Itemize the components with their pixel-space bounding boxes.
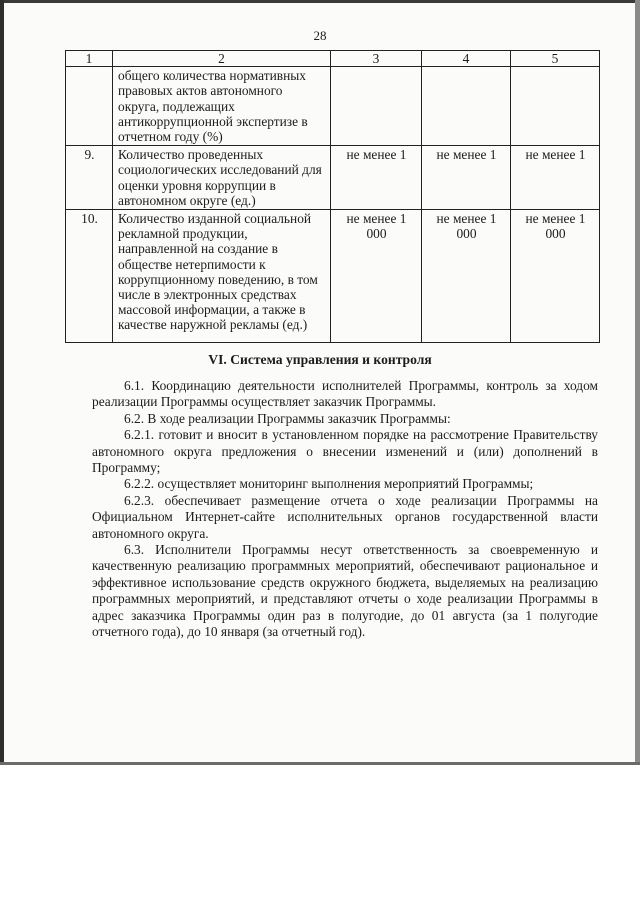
row-number: 9. [66, 146, 113, 210]
paragraph-6-3: 6.3. Исполнители Программы несут ответственность за своевременную и качественную реализацию программных мероприятий, обеспечивают рациональное и эффективное использование средств окружного бюджета, выделяемых на реализацию программных мероприятий, и представляют отчеты о ходе реализации Программы в адрес заказчика Программы один раз в полугодие, до 01 августа (за 1 полугодие отчетного года), до 10 января (за отчетный год). [92, 542, 598, 640]
paragraph-6-2: 6.2. В ходе реализации Программы заказчик Программы: [124, 410, 451, 426]
row-value-col5 [511, 67, 600, 146]
row-description: общего количества нормативных правовых актов автономного округа, подлежащих антикоррупционной экспертизе в отчетном году (%) [113, 67, 331, 146]
paragraph-6-1: 6.1. Координацию деятельности исполнителей Программы, контроль за ходом реализации Программы осуществляет заказчик Программы. [92, 378, 598, 410]
scan-left-edge [0, 0, 4, 764]
table-row [66, 146, 600, 210]
row-value-col4: не менее 1 [422, 146, 511, 210]
row-description: Количество изданной социальной рекламной продукции, направленной на создание в обществе нетерпимости к коррупционному поведению, в том числе в электронных средствах массовой информации, а также в качестве наружной рекламы (ед.) [113, 210, 331, 343]
row-number [66, 67, 113, 146]
scan-right-edge [635, 0, 640, 764]
section-body [92, 378, 598, 641]
column-header-4: 4 [422, 51, 511, 67]
row-value-col3 [331, 67, 422, 146]
page-number: 28 [313, 28, 327, 43]
row-number: 10. [66, 210, 113, 343]
row-value-col4: не менее 1 000 [422, 210, 511, 343]
row-value-col3: не менее 1 [331, 146, 422, 210]
row-value-col4 [422, 67, 511, 146]
paragraph-6-2-3: 6.2.3. обеспечивает размещение отчета о ходе реализации Программы на Официальном Интернет-сайте исполнительных органов государственной власти автономного округа. [92, 492, 598, 541]
section-heading: VI. Система управления и контроля [208, 352, 432, 367]
row-value-col3: не менее 1 000 [331, 210, 422, 343]
scan-top-edge [0, 0, 640, 3]
row-description: Количество проведенных социологических исследований для оценки уровня коррупции в автономном округе (ед.) [113, 146, 331, 210]
column-header-2: 2 [113, 51, 331, 67]
indicators-table [65, 50, 600, 343]
table-row [66, 210, 600, 343]
column-header-3: 3 [331, 51, 422, 67]
scan-bottom-edge [0, 762, 640, 765]
column-header-1: 1 [66, 51, 113, 67]
row-value-col5: не менее 1 [511, 146, 600, 210]
row-value-col5: не менее 1 000 [511, 210, 600, 343]
paragraph-6-2-2: 6.2.2. осуществляет мониторинг выполнения мероприятий Программы; [124, 476, 534, 492]
paragraph-6-2-1: 6.2.1. готовит и вносит в установленном порядке на рассмотрение Правительству автономного округа предложения о внесении изменений и (или) дополнений в Программу; [92, 427, 598, 476]
column-header-5: 5 [511, 51, 600, 67]
table-row [66, 67, 600, 146]
table-header-row [66, 51, 600, 67]
